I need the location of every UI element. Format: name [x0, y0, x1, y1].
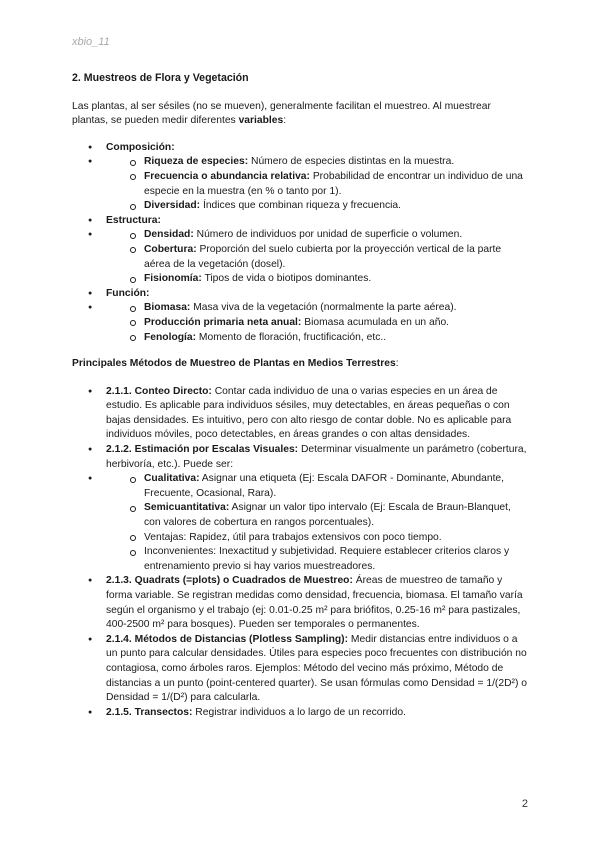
- method-term: 2.1.3. Quadrats (=plots) o Cuadrados de Muestreo:: [106, 575, 353, 587]
- intro-paragraph: [72, 100, 528, 129]
- document-header-tag: xbio_11: [72, 36, 110, 48]
- term: Riqueza de especies:: [144, 156, 249, 168]
- method-item: [72, 574, 528, 632]
- term: Fisionomía:: [144, 273, 202, 285]
- method-description: Registrar individuos a lo largo de un recorrido.: [192, 706, 406, 718]
- section-title: 2. Muestreos de Flora y Vegetación: [72, 72, 249, 84]
- term: Frecuencia o abundancia relativa:: [144, 170, 310, 182]
- method-description: Contar cada individuo de una o varias especies en un área de estudio. Es aplicable para individuos sésiles, muy detectables, en áreas pequeñas o con bajas densidades. Es intuitivo, pero con alto riesgo de contar doble. No es aplicable para individuos móviles, poco detectables, en áreas grandes o con altas densidades.: [106, 385, 512, 441]
- method-item: [72, 443, 528, 472]
- document-body: [72, 71, 528, 720]
- definition: Índices que combinan riqueza y frecuencia.: [200, 200, 401, 212]
- variable-group-label: Composición:: [106, 141, 175, 153]
- definition: Número de especies distintas en la muestra.: [248, 156, 455, 168]
- definition: Número de individuos por unidad de superficie o volumen.: [193, 229, 463, 241]
- list-item: [72, 243, 528, 272]
- method-description: Determinar visualmente un parámetro (cobertura, herbivoría, etc.). Puede ser:: [106, 444, 527, 470]
- term: Cobertura:: [144, 243, 197, 255]
- intro-bold-word: variables: [238, 115, 284, 127]
- term: Cualitativa:: [144, 473, 200, 485]
- methods-heading-colon: :: [395, 358, 399, 370]
- method-term: 2.1.1. Conteo Directo:: [106, 385, 212, 397]
- method-item: [72, 706, 528, 721]
- methods-heading: [72, 357, 528, 372]
- method-term: 2.1.4. Métodos de Distancias (Plotless Sampling):: [106, 633, 349, 645]
- definition: Tipos de vida o biotipos dominantes.: [201, 273, 372, 285]
- methods-heading-text: Principales Métodos de Muestreo de Plantas en Medios Terrestres: [72, 358, 396, 370]
- definition: Masa viva de la vegetación (normalmente la parte aérea).: [190, 302, 457, 314]
- definition: Asignar un valor tipo intervalo (Ej: Escala de Braun-Blanquet, con valores de cobertura en rangos porcentuales).: [144, 502, 511, 529]
- definition: Momento de floración, fructificación, etc..: [196, 331, 387, 343]
- term: Diversidad:: [144, 200, 201, 212]
- list-item: [72, 331, 528, 346]
- list-item: [72, 545, 528, 574]
- list-item: [72, 501, 528, 530]
- definition: Inconvenientes: Inexactitud y subjetividad. Requiere establecer criterios claros y entrenamiento previo si hay varios muestreadores.: [144, 546, 510, 572]
- intro-text: Las plantas, al ser sésiles (no se mueven), generalmente facilitan el muestreo. Al muestrear plantas, se pueden medir diferentes: [72, 100, 491, 127]
- definition: Proporción del suelo cubierta por la proyección vertical de la parte aérea de la vegetación (dosel).: [144, 243, 502, 270]
- variable-group-estructura: [72, 214, 528, 229]
- list-item: [72, 170, 528, 199]
- list-item: [72, 301, 528, 316]
- method-description: Medir distancias entre individuos o a un punto para calcular densidades. Útiles para especies poco frecuentes con distribución no contagiosa, como árboles raros. Ejemplos: Método del vecino más próximo, Método de distancias a un punto (point-centered quarter). Se usan fórmulas como Densidad = 1/(2D²) o Densidad = 1/(D²) para calcularla.: [106, 633, 527, 704]
- method-item: [72, 633, 528, 706]
- variable-group-label: Función:: [106, 287, 150, 299]
- method-description: Áreas de muestreo de tamaño y forma variable. Se registran medidas como densidad, frecuencia, biomasa. El tamaño varía según el organismo y el trabajo (ej: 0.01-0.25 m² para briófitos, 0.25-16 m² para pastizales, 400-2500 m² para bosques). Pueden ser temporales o permanentes.: [106, 575, 523, 631]
- term: Fenología:: [144, 331, 197, 343]
- list-item: [72, 531, 528, 546]
- methods-list: [72, 385, 528, 721]
- definition: Biomasa acumulada en un año.: [301, 316, 450, 328]
- definition: Probabilidad de encontrar un individuo de una especie en la muestra (en % o tanto por 1).: [144, 170, 523, 197]
- variable-group-composicion: [72, 141, 528, 156]
- list-item: [72, 272, 528, 287]
- variables-list: [72, 141, 528, 345]
- definition: Ventajas: Rapidez, útil para trabajos extensivos con poco tiempo.: [144, 531, 442, 543]
- visual-scales-subitems: [72, 472, 528, 574]
- list-item: [72, 316, 528, 331]
- term: Semicuantitativa:: [144, 502, 230, 514]
- variable-group-label: Estructura:: [106, 214, 161, 226]
- list-item: [72, 472, 528, 501]
- term: Biomasa:: [144, 302, 191, 314]
- list-item: [72, 228, 528, 243]
- term: Densidad:: [144, 229, 194, 241]
- variable-subitems-estructura: [72, 228, 528, 286]
- method-term: 2.1.2. Estimación por Escalas Visuales:: [106, 444, 299, 456]
- method-term: 2.1.5. Transectos:: [106, 706, 193, 718]
- variable-subitems-composicion: [72, 155, 528, 213]
- page-number: 2: [521, 798, 528, 810]
- definition: Asignar una etiqueta (Ej: Escala DAFOR - Dominante, Abundante, Frecuente, Ocasional, Rara).: [144, 473, 505, 499]
- variable-group-funcion: [72, 287, 528, 302]
- intro-colon: :: [283, 115, 287, 127]
- list-item: [72, 199, 528, 214]
- variable-subitems-funcion: [72, 301, 528, 345]
- list-item: [72, 155, 528, 170]
- term: Producción primaria neta anual:: [144, 316, 302, 328]
- method-item: [72, 385, 528, 443]
